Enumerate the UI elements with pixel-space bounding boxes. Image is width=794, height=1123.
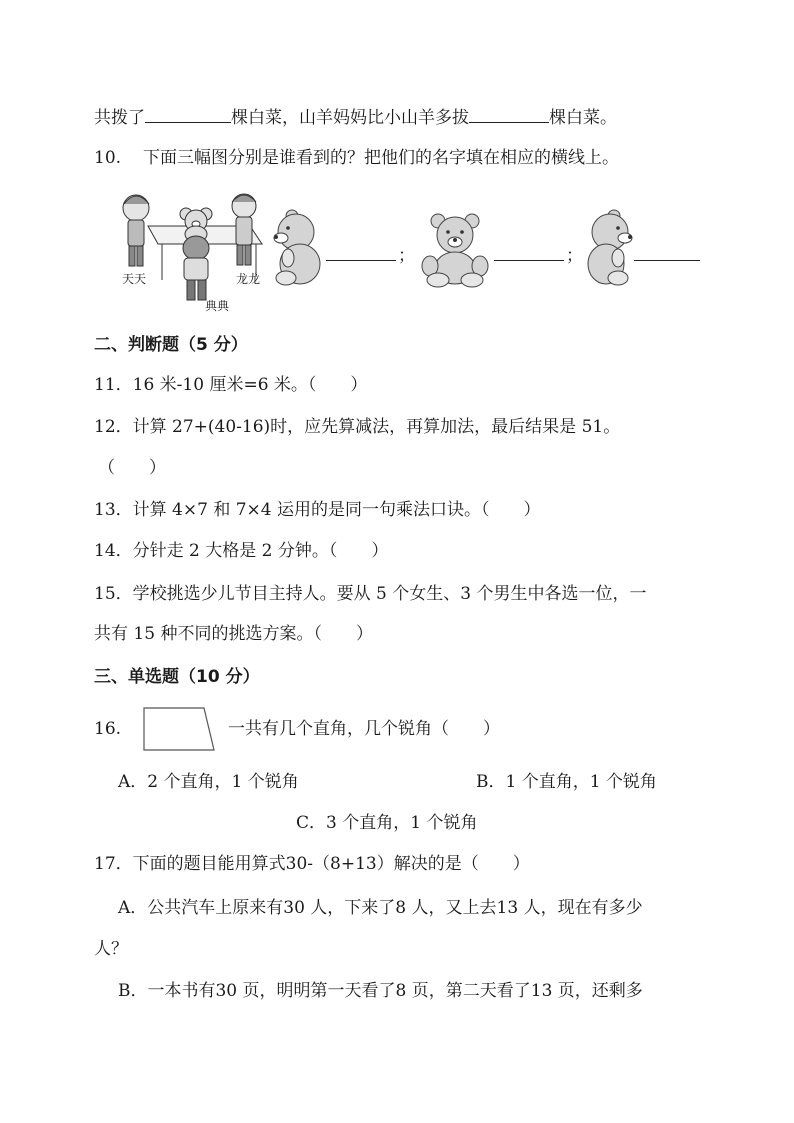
q16-option-a[interactable]: A．2 个直角，1 个锐角 [118,772,299,792]
q12-text: 12．计算 27+(40-16)时，应先算减法，再算加法，最后结果是 51。 [94,417,621,437]
section-single-choice-title: 三、单选题（10 分） [94,667,260,687]
separator-1: ； [398,246,415,266]
q9-blank-2[interactable] [469,104,549,123]
separator-2: ； [566,246,583,266]
q17-option-b-line1[interactable]: B．一本书有30 页，明明第一天看了8 页，第二天看了13 页，还剩多 [118,981,643,1001]
name-tiantian: 天天 [122,272,147,286]
q10-line [94,146,619,170]
q17-question: 17．下面的题目能用算式30-（8+13）解决的是（ ） [94,854,530,874]
q10-question: 下面三幅图分别是谁看到的？把他们的名字填在相应的横线上。 [143,148,620,168]
q15-text-line1: 15．学校挑选少儿节目主持人。要从 5 个女生、3 个男生中各选一位，一 [94,584,647,604]
q16-option-c[interactable]: C．3 个直角，1 个锐角 [296,813,478,833]
q14-text: 14．分针走 2 大格是 2 分钟。（ ） [94,541,389,561]
q15-text-line2: 共有 15 种不同的挑选方案。（ ） [94,624,373,644]
q9-tail-line [94,104,617,130]
q17-option-a-line2[interactable]: 人？ [94,939,128,959]
bear-side-view-left-icon [272,208,324,288]
trapezoid-figure [140,704,218,754]
q11-text: 11．16 米-10 厘米=6 米。（ ） [94,375,368,395]
q9-text-3: 棵白菜。 [549,108,617,128]
name-longlong: 龙龙 [236,272,261,286]
q10-blank-1[interactable] [326,242,396,261]
q10-blank-2[interactable] [494,242,564,261]
name-diandian: 典典 [205,299,230,313]
q16-question: 一共有几个直角，几个锐角（ ） [228,719,500,739]
q13-text: 13．计算 4×7 和 7×4 运用的是同一句乘法口诀。（ ） [94,500,541,520]
q9-text-1: 共拨了 [94,108,145,128]
q9-blank-1[interactable] [145,104,231,123]
q12-answer-paren[interactable]: （ ） [98,458,166,478]
q16-number: 16. [94,719,122,739]
q16-option-b[interactable]: B．1 个直角，1 个锐角 [476,772,657,792]
q10-blank-3[interactable] [634,242,700,261]
q9-text-2: 棵白菜，山羊妈妈比小山羊多拔 [231,108,469,128]
table-scene-illustration [110,188,270,316]
q10-number: 10. [94,148,122,168]
bear-front-view-icon [418,212,492,288]
bear-side-view-right-icon [586,208,634,288]
q17-option-a-line1[interactable]: A．公共汽车上原来有30 人，下来了8 人，又上去13 人，现在有多少 [118,898,643,918]
section-judgment-title: 二、判断题（5 分） [94,335,248,355]
